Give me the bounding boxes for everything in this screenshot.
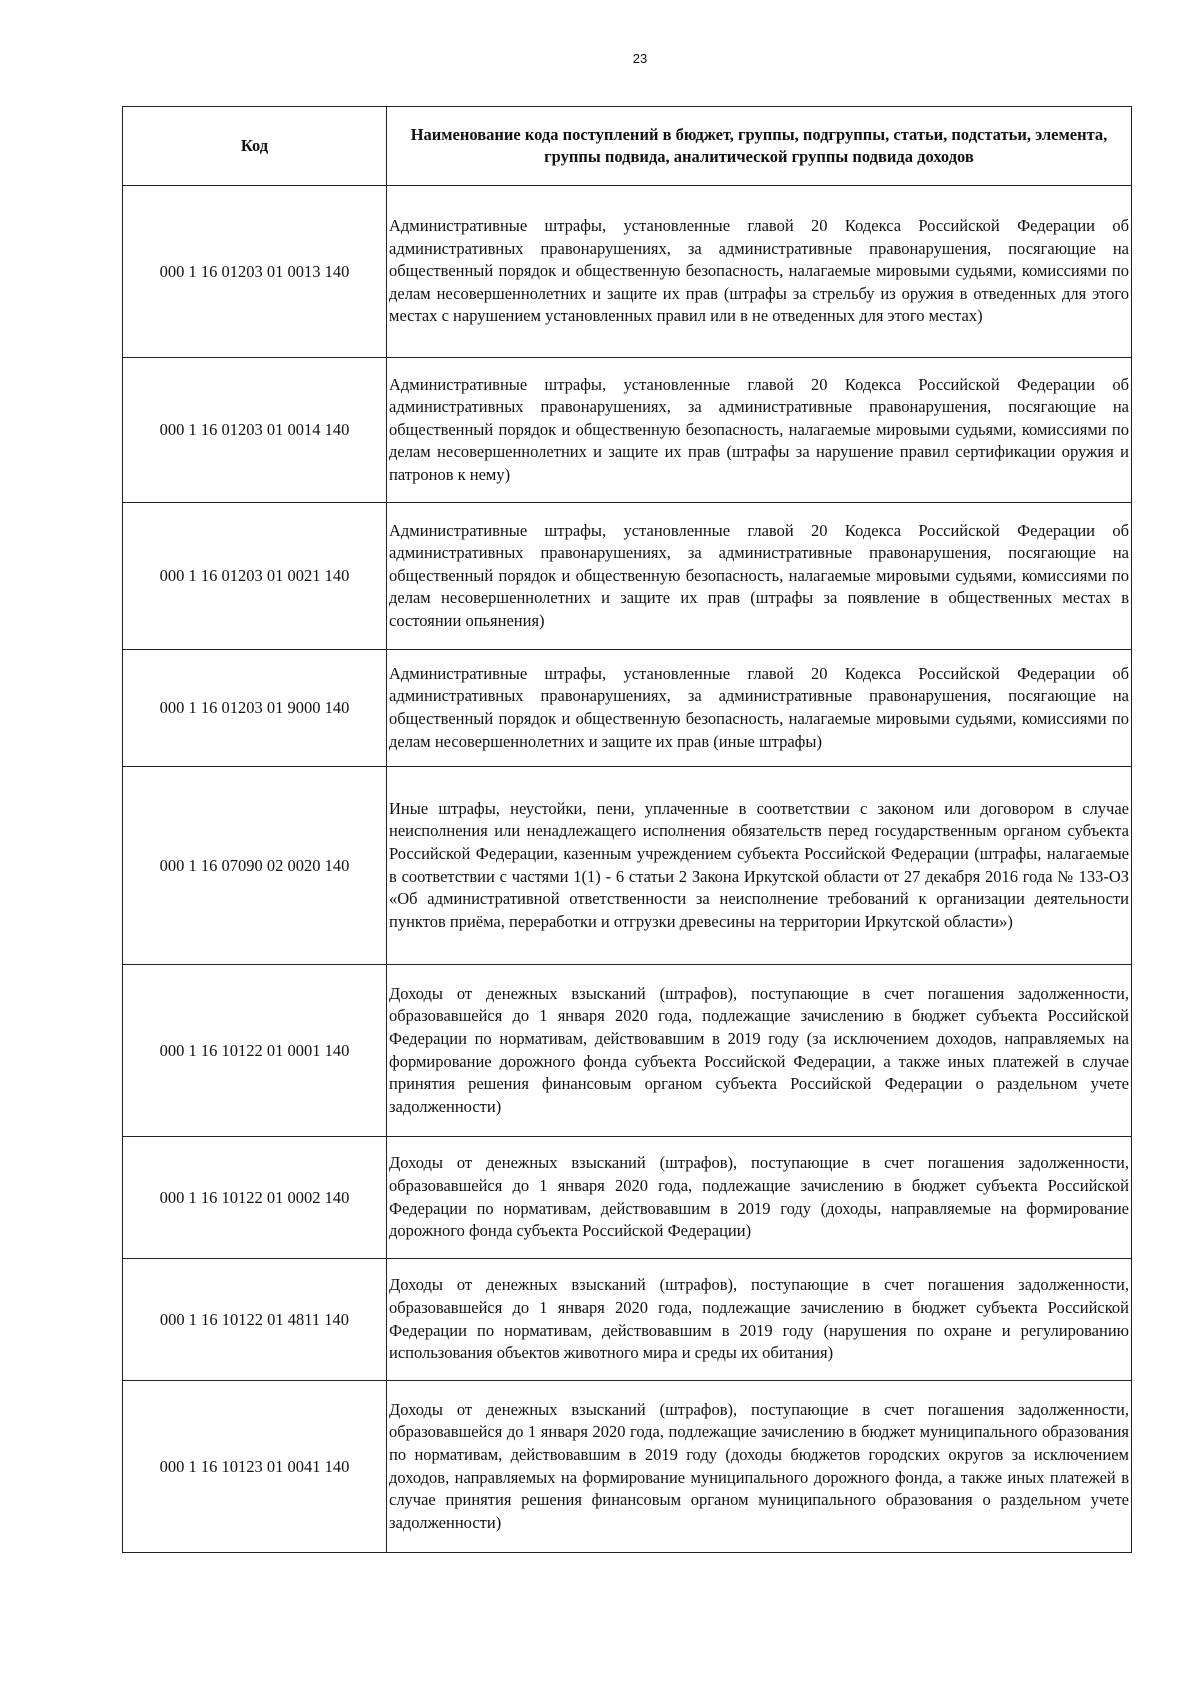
row-description: Административные штрафы, установленные главой 20 Кодекса Российской Федерации об административных правонарушениях, за административные правонарушения, посягающие на общественный порядок и общественную безопасность, налагаемые мировыми судьями, комиссиями по делам несовершеннолетних и защите их прав (иные штрафы) [387, 650, 1132, 767]
row-code: 000 1 16 10122 01 4811 140 [123, 1259, 387, 1381]
row-description: Административные штрафы, установленные главой 20 Кодекса Российской Федерации об административных правонарушениях, за административные правонарушения, посягающие на общественный порядок и общественную безопасность, налагаемые мировыми судьями, комиссиями по делам несовершеннолетних и защите их прав (штрафы за появление в общественных местах в состоянии опьянения) [387, 503, 1132, 650]
row-description: Административные штрафы, установленные главой 20 Кодекса Российской Федерации об административных правонарушениях, за административные правонарушения, посягающие на общественный порядок и общественную безопасность, налагаемые мировыми судьями, комиссиями по делам несовершеннолетних и защите их прав (штрафы за нарушение правил сертификации оружия и патронов к нему) [387, 358, 1132, 503]
column-header-name: Наименование кода поступлений в бюджет, группы, подгруппы, статьи, подстатьи, элемента, группы подвида, аналитической группы подвида доходов [387, 107, 1132, 186]
row-code: 000 1 16 10123 01 0041 140 [123, 1381, 387, 1553]
row-description: Доходы от денежных взысканий (штрафов), поступающие в счет погашения задолженности, образовавшейся до 1 января 2020 года, подлежащие зачислению в бюджет муниципального образования по нормативам, действовавшим в 2019 году (доходы бюджетов городских округов за исключением доходов, направляемых на формирование муниципального дорожного фонда, а также иных платежей в случае принятия решения финансовым органом муниципального образования о раздельном учете задолженности) [387, 1381, 1132, 1553]
table-row [123, 650, 1132, 767]
row-code: 000 1 16 07090 02 0020 140 [123, 767, 387, 965]
row-code: 000 1 16 01203 01 0014 140 [123, 358, 387, 503]
row-code: 000 1 16 10122 01 0001 140 [123, 965, 387, 1137]
row-code: 000 1 16 01203 01 9000 140 [123, 650, 387, 767]
table-row [123, 1137, 1132, 1259]
table-row [123, 358, 1132, 503]
table-header-row [123, 107, 1132, 186]
row-description: Доходы от денежных взысканий (штрафов), поступающие в счет погашения задолженности, образовавшейся до 1 января 2020 года, подлежащие зачислению в бюджет субъекта Российской Федерации по нормативам, действовавшим в 2019 году (нарушения по охране и регулированию использования объектов животного мира и среды их обитания) [387, 1259, 1132, 1381]
table-row [123, 965, 1132, 1137]
row-description: Доходы от денежных взысканий (штрафов), поступающие в счет погашения задолженности, образовавшейся до 1 января 2020 года, подлежащие зачислению в бюджет субъекта Российской Федерации по нормативам, действовавшим в 2019 году (доходы, направляемые на формирование дорожного фонда субъекта Российской Федерации) [387, 1137, 1132, 1259]
row-code: 000 1 16 01203 01 0021 140 [123, 503, 387, 650]
row-description: Административные штрафы, установленные главой 20 Кодекса Российской Федерации об административных правонарушениях, за административные правонарушения, посягающие на общественный порядок и общественную безопасность, налагаемые мировыми судьями, комиссиями по делам несовершеннолетних и защите их прав (штрафы за стрельбу из оружия в отведенных для этого местах с нарушением установленных правил или в не отведенных для этого местах) [387, 186, 1132, 358]
table-row [123, 503, 1132, 650]
row-description: Доходы от денежных взысканий (штрафов), поступающие в счет погашения задолженности, образовавшейся до 1 января 2020 года, подлежащие зачислению в бюджет субъекта Российской Федерации по нормативам, действовавшим в 2019 году (за исключением доходов, направляемых на формирование дорожного фонда субъекта Российской Федерации, а также иных платежей в случае принятия решения финансовым органом субъекта Российской Федерации о раздельном учете задолженности) [387, 965, 1132, 1137]
row-code: 000 1 16 01203 01 0013 140 [123, 186, 387, 358]
row-description: Иные штрафы, неустойки, пени, уплаченные в соответствии с законом или договором в случае неисполнения или ненадлежащего исполнения обязательств перед государственным органом субъекта Российской Федерации, казенным учреждением субъекта Российской Федерации (штрафы, налагаемые в соответствии с частями 1(1) - 6 статьи 2 Закона Иркутской области от 27 декабря 2016 года № 133-ОЗ «Об административной ответственности за неисполнение требований к организации деятельности пунктов приёма, переработки и отгрузки древесины на территории Иркутской области») [387, 767, 1132, 965]
table-row [123, 186, 1132, 358]
revenue-codes-table [122, 106, 1132, 1553]
page-number: 23 [632, 51, 648, 66]
row-code: 000 1 16 10122 01 0002 140 [123, 1137, 387, 1259]
table-row [123, 1381, 1132, 1553]
column-header-code: Код [123, 107, 387, 186]
table-row [123, 767, 1132, 965]
table-row [123, 1259, 1132, 1381]
